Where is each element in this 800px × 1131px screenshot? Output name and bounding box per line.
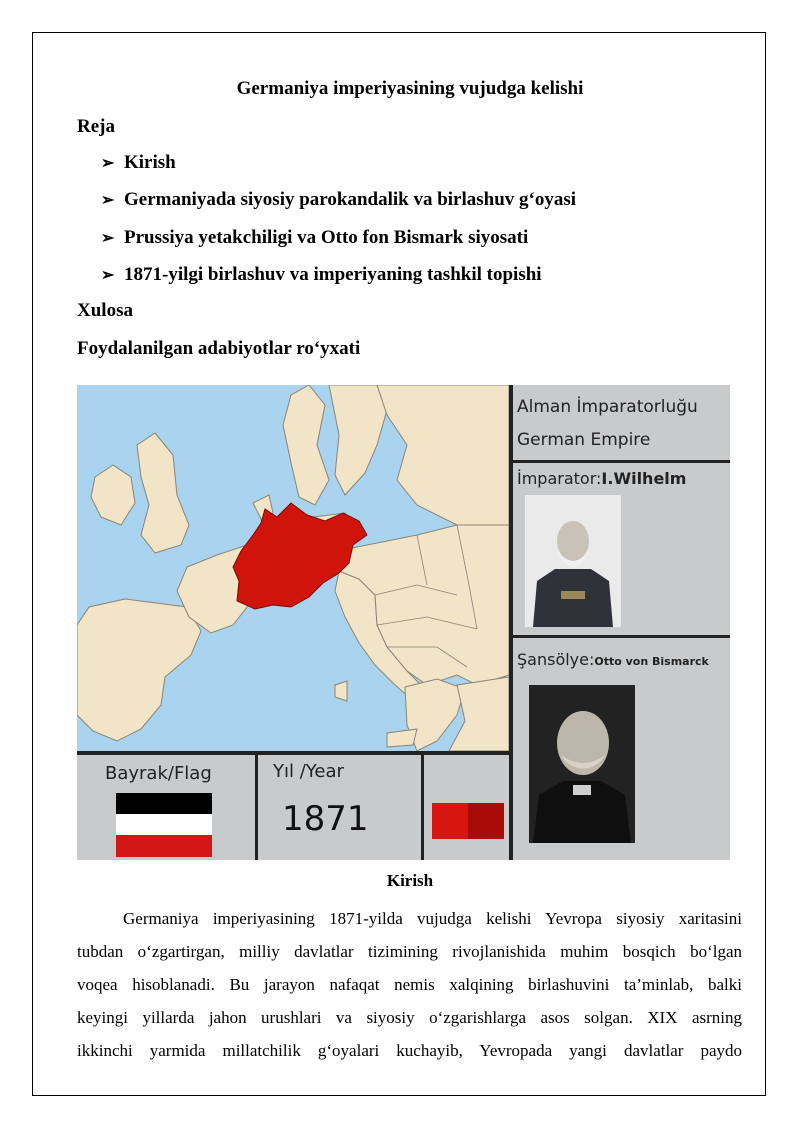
flag-stripe-white <box>116 814 212 835</box>
flag-stripe-black <box>116 793 212 814</box>
emperor-label: İmparator: <box>517 469 602 488</box>
paragraph-line: ikkinchi yarmida millatchilik g‘oyalari kuchayib, Yevropada yangi davlatlar paydo <box>77 1041 742 1060</box>
paragraph-line: keyingi yillarda jahon urushlari va siyosiy o‘zgarishlarga asos solgan. XIX asrning <box>77 1008 742 1027</box>
side-divider <box>513 635 730 638</box>
flag-label: Bayrak/Flag <box>105 763 212 784</box>
section-title-kirish: Kirish <box>386 871 434 890</box>
chancellor-portrait <box>529 685 635 843</box>
arrow-bullet-icon: ➢ <box>101 155 115 172</box>
year-value: 1871 <box>282 799 369 839</box>
plan-item <box>101 189 576 211</box>
emperor-portrait <box>525 495 621 627</box>
emperor-portrait-graphic <box>525 495 621 627</box>
plan-heading: Reja <box>77 116 115 137</box>
empire-name-turkish: Alman İmparatorluğu <box>517 397 698 417</box>
horizontal-divider <box>77 751 513 755</box>
arrow-bullet-icon: ➢ <box>101 230 115 247</box>
german-empire-infographic <box>77 385 730 860</box>
color-swatch-left <box>432 803 468 839</box>
bottom-divider <box>421 751 424 860</box>
plan-item <box>101 227 528 249</box>
side-divider <box>513 460 730 463</box>
plan-item <box>101 152 176 174</box>
german-empire-flag <box>116 793 212 857</box>
emperor-name: I.Wilhelm <box>601 469 687 488</box>
chancellor-row <box>517 650 709 669</box>
paragraph-line: Germaniya imperiyasining 1871-yilda vujudga kelishi Yevropa siyosiy xaritasini <box>123 909 742 928</box>
conclusion-heading: Xulosa <box>77 300 133 321</box>
chancellor-name: Otto von Bismarck <box>594 655 709 668</box>
europe-map-graphic <box>77 385 509 751</box>
empire-name-english: German Empire <box>517 430 651 450</box>
bottom-divider <box>255 751 258 860</box>
flag-stripe-red <box>116 835 212 857</box>
chancellor-label: Şansölye: <box>517 650 595 669</box>
europe-map <box>77 385 509 751</box>
chancellor-portrait-graphic <box>529 685 635 843</box>
document-title: Germaniya imperiyasining vujudga kelishi <box>236 78 584 99</box>
arrow-bullet-icon: ➢ <box>101 267 115 284</box>
intro-paragraph <box>77 902 742 1067</box>
plan-item-text: Germaniyada siyosiy parokandalik va birlashuv g‘oyasi <box>124 189 577 210</box>
emperor-row <box>517 469 686 488</box>
color-swatch-right <box>468 803 504 839</box>
info-side-panel <box>513 385 730 860</box>
plan-item-text: Kirish <box>124 152 176 173</box>
paragraph-line: voqea hisoblanadi. Bu jarayon nafaqat nemis xalqining birlashuvini ta’minlab, balki <box>77 975 742 994</box>
plan-item-text: Prussiya yetakchiligi va Otto fon Bismark siyosati <box>124 227 529 248</box>
year-label: Yıl /Year <box>273 761 344 782</box>
arrow-bullet-icon: ➢ <box>101 192 115 209</box>
plan-item <box>101 264 542 286</box>
plan-item-text: 1871-yilgi birlashuv va imperiyaning tashkil topishi <box>124 264 542 285</box>
paragraph-line: tubdan o‘zgartirgan, milliy davlatlar tizimining rivojlanishida muhim bosqich bo‘lgan <box>77 942 742 961</box>
references-heading: Foydalanilgan adabiyotlar ro‘yxati <box>77 338 361 359</box>
